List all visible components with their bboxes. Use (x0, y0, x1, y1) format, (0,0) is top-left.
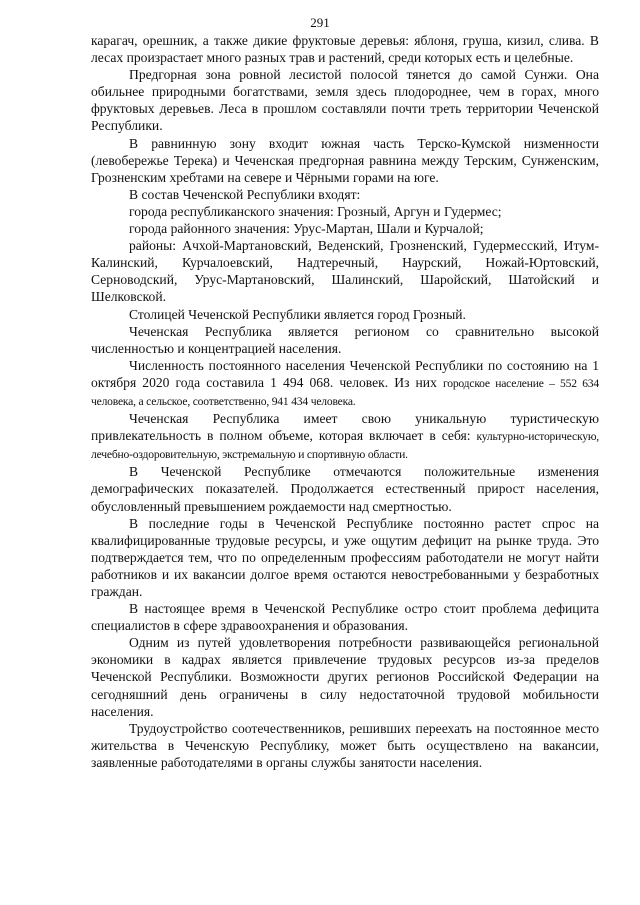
paragraph-p16 (91, 720, 599, 771)
paragraph-p4 (91, 186, 599, 203)
paragraph-p14 (91, 600, 599, 634)
paragraph-p3 (91, 135, 599, 186)
page-number: 291 (310, 15, 330, 30)
paragraph-p12 (91, 463, 599, 514)
paragraph-p2 (91, 66, 599, 134)
paragraph-text: Численность постоянного населения Чеченской Республики по состоянию на 1 октября 2020 года составила 1 494 068. человек. Из них (91, 357, 599, 390)
paragraph-text: Трудоустройство соотечественников, решивших переехать на постоянное место жительства в Чеченскую Республику, может быть осуществлено на вакансии, заявленные работодателями в органы службы занятости населения. (91, 720, 599, 770)
paragraph-p7 (91, 237, 599, 305)
paragraph-p1 (91, 32, 599, 66)
paragraph-text: В настоящее время в Чеченской Республике остро стоит проблема дефицита специалистов в сфере здравоохранения и образования. (91, 601, 599, 634)
paragraph-text: Чеченская Республика является регионом со сравнительно высокой численностью и концентрацией населения. (91, 323, 599, 356)
paragraph-text: Предгорная зона ровной лесистой полосой тянется до самой Сунжи. Она обильнее природными богатствами, земля здесь плодороднее, чем в горах, много фруктовых деревьев. Леса в прошлом составляли почти треть территории Чеченской Республики. (91, 67, 599, 134)
document-body (91, 32, 599, 771)
paragraph-text: города республиканского значения: Грозный, Аргун и Гудермес; (129, 203, 502, 219)
paragraph-text: Чеченская Республика имеет свою уникальную туристическую привлекательность в полном объеме, которая включает в себя: (91, 411, 599, 444)
paragraph-p11 (91, 410, 599, 463)
paragraph-text: В равнинную зону входит южная часть Терско-Кумской низменности (левобережье Терека) и Чеченская предгорная равнина между Терским, Сунженским, Грозненским хребтами на севере и Чёрными горами на юге. (91, 135, 599, 185)
paragraph-text: Столицей Чеченской Республики является город Грозный. (129, 306, 466, 322)
paragraph-small-text: городское население – 552 634 человека, а сельское, соответственно, 941 434 человека. (91, 376, 600, 408)
paragraph-small-text: культурно-историческую, лечебно-оздоровительную, экстремальную и спортивную области. (91, 430, 599, 462)
paragraph-p13 (91, 515, 599, 600)
paragraph-p15 (91, 634, 599, 719)
paragraph-text: районы: Ачхой-Мартановский, Веденский, Грозненский, Гудермесский, Итум-Калинский, Курчалоевский, Надтеречный, Наурский, Ножай-Юртовский, Серноводский, Урус-Мартановский, Шалинский, Шаройский, Шатойский и Шелковской. (91, 238, 599, 305)
paragraph-text: карагач, орешник, а также дикие фруктовые деревья: яблоня, груша, кизил, слива. В лесах произрастает много разных трав и растений, среди которых есть и целебные. (91, 33, 599, 66)
paragraph-text: В Чеченской Республике отмечаются положительные изменения демографических показателей. Продолжается естественный прирост населения, обусловленный превышением рождаемости над смертностью. (91, 464, 599, 514)
paragraph-p5 (91, 203, 599, 220)
paragraph-p9 (91, 323, 599, 357)
paragraph-text: города районного значения: Урус-Мартан, Шали и Курчалой; (129, 221, 484, 237)
paragraph-p6 (91, 220, 599, 237)
paragraph-text: В последние годы в Чеченской Республике постоянно растет спрос на квалифицированные трудовые ресурсы, и уже ощутим дефицит на рынке труда. Это подтверждается тем, что по определенным профессиям работодатели не могут найти работников и их вакансии долгое время остаются невостребованными у безработных граждан. (91, 515, 599, 599)
paragraph-text: Одним из путей удовлетворения потребности развивающейся региональной экономики в кадрах является привлечение трудовых ресурсов из-за пределов Чеченской Республики. Возможности других регионов Российской Федерации на сегодняшний день ограничены в силу недостаточной трудовой мобильности населения. (91, 635, 599, 719)
paragraph-p10 (91, 357, 599, 410)
paragraph-text: В состав Чеченской Республики входят: (129, 186, 361, 202)
paragraph-p8 (91, 306, 599, 323)
